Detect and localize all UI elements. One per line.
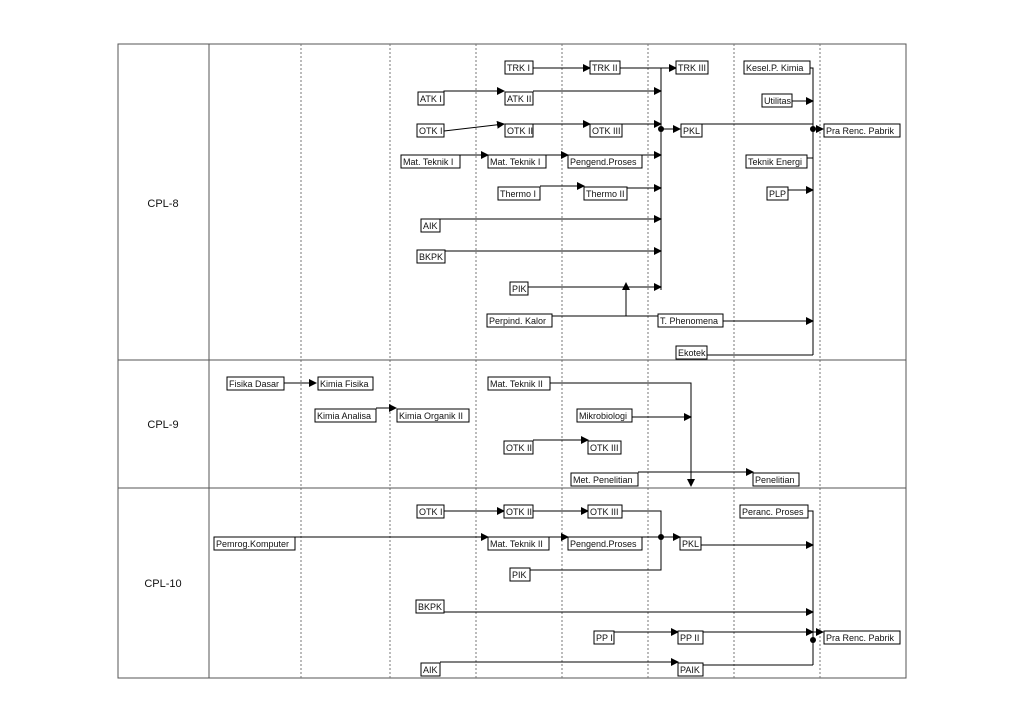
course-label: OTK III (590, 443, 619, 453)
course-box (421, 219, 440, 232)
course-box (418, 92, 444, 105)
course-label: Pemrog.Komputer (216, 539, 290, 549)
course-box (577, 409, 632, 422)
course-box (594, 631, 614, 644)
course-box (510, 568, 530, 581)
course-label: PP II (680, 633, 700, 643)
course-label: Mat. Teknik II (490, 539, 543, 549)
course-box (824, 124, 900, 137)
course-label: OTK II (506, 507, 533, 517)
course-label: Pra Renc. Pabrik (826, 633, 895, 643)
course-box (504, 441, 533, 454)
course-label: TRK I (507, 63, 531, 73)
course-label: Peranc. Proses (742, 507, 804, 517)
course-label: T. Phenomena (660, 316, 719, 326)
course-box (417, 505, 444, 518)
course-box (744, 61, 810, 74)
semester-column-dividers (209, 44, 820, 678)
course-box (568, 537, 642, 550)
course-box (421, 663, 440, 676)
course-label: Mikrobiologi (579, 411, 628, 421)
course-box (498, 187, 540, 200)
grid-frame (118, 44, 906, 678)
course-box (510, 282, 528, 295)
course-label: PKL (682, 539, 700, 549)
course-label: Mat. Teknik II (490, 379, 543, 389)
course-box (680, 537, 701, 550)
course-boxes (214, 61, 900, 676)
row-label-cpl-9: CPL-9 (147, 419, 179, 431)
course-label: OTK I (419, 507, 443, 517)
course-box (214, 537, 295, 550)
course-label: Met. Penelitian (573, 475, 633, 485)
course-label: Teknik Energi (748, 157, 803, 167)
course-label: Thermo II (586, 189, 625, 199)
course-box (571, 473, 638, 486)
course-label: OTK III (590, 507, 619, 517)
course-label: AIK (423, 221, 438, 231)
course-box (568, 155, 642, 168)
course-box (488, 155, 546, 168)
course-label: BKPK (419, 252, 444, 262)
course-label: PIK (512, 570, 527, 580)
course-box (588, 505, 622, 518)
course-box (488, 537, 549, 550)
course-box (590, 61, 620, 74)
course-label: AIK (423, 665, 438, 675)
course-box (740, 505, 808, 518)
course-label: Mat. Teknik I (490, 157, 541, 167)
connectors (284, 68, 823, 665)
course-label: PIK (512, 284, 527, 294)
course-label: Ekotek (678, 348, 706, 358)
course-box (746, 155, 807, 168)
course-box (487, 314, 552, 327)
course-box (824, 631, 900, 644)
course-label: PAIK (680, 665, 700, 675)
course-label: Penelitian (755, 475, 795, 485)
course-box (397, 409, 469, 422)
course-label: OTK III (592, 126, 621, 136)
course-label: Fisika Dasar (229, 379, 280, 389)
course-box (676, 346, 707, 359)
course-box (658, 314, 723, 327)
course-box (505, 124, 533, 137)
course-label: TRK III (678, 63, 707, 73)
row-label-cpl-10: CPL-10 (144, 578, 182, 590)
course-box (505, 92, 533, 105)
course-box (488, 377, 550, 390)
course-label: Kimia Analisa (317, 411, 372, 421)
course-label: Pra Renc. Pabrik (826, 126, 895, 136)
course-label: PLP (769, 189, 787, 199)
course-box (767, 187, 788, 200)
course-box (588, 441, 621, 454)
course-box (678, 631, 703, 644)
course-label: PP I (596, 633, 613, 643)
course-label: Mat. Teknik I (403, 157, 454, 167)
course-box (318, 377, 373, 390)
course-box (401, 155, 460, 168)
course-label: Perpind. Kalor (489, 316, 547, 326)
course-box (505, 61, 533, 74)
course-box (315, 409, 376, 422)
course-label: Kimia Organik II (399, 411, 464, 421)
course-label: OTK II (506, 443, 533, 453)
course-box (417, 124, 444, 137)
course-box (753, 473, 799, 486)
course-box (678, 663, 703, 676)
course-label: BKPK (418, 602, 443, 612)
course-label: Pengend.Proses (570, 539, 637, 549)
course-box (584, 187, 627, 200)
course-box (762, 94, 792, 107)
course-box (504, 505, 533, 518)
course-label: ATK II (507, 94, 532, 104)
course-label: ATK I (420, 94, 442, 104)
course-label: Pengend.Proses (570, 157, 637, 167)
course-box (590, 124, 622, 137)
course-label: OTK II (507, 126, 534, 136)
course-box (676, 61, 708, 74)
course-label: OTK I (419, 126, 443, 136)
row-label-cpl-8: CPL-8 (147, 198, 179, 210)
course-label: Kimia Fisika (320, 379, 369, 389)
course-label: TRK II (592, 63, 618, 73)
junction-markers (658, 126, 816, 643)
course-box (417, 250, 445, 263)
course-label: PKL (683, 126, 701, 136)
course-label: Kesel.P. Kimia (746, 63, 804, 73)
course-box (416, 600, 444, 613)
course-box (227, 377, 284, 390)
course-label: Utilitas (764, 96, 792, 106)
course-box (681, 124, 702, 137)
course-label: Thermo I (500, 189, 537, 199)
